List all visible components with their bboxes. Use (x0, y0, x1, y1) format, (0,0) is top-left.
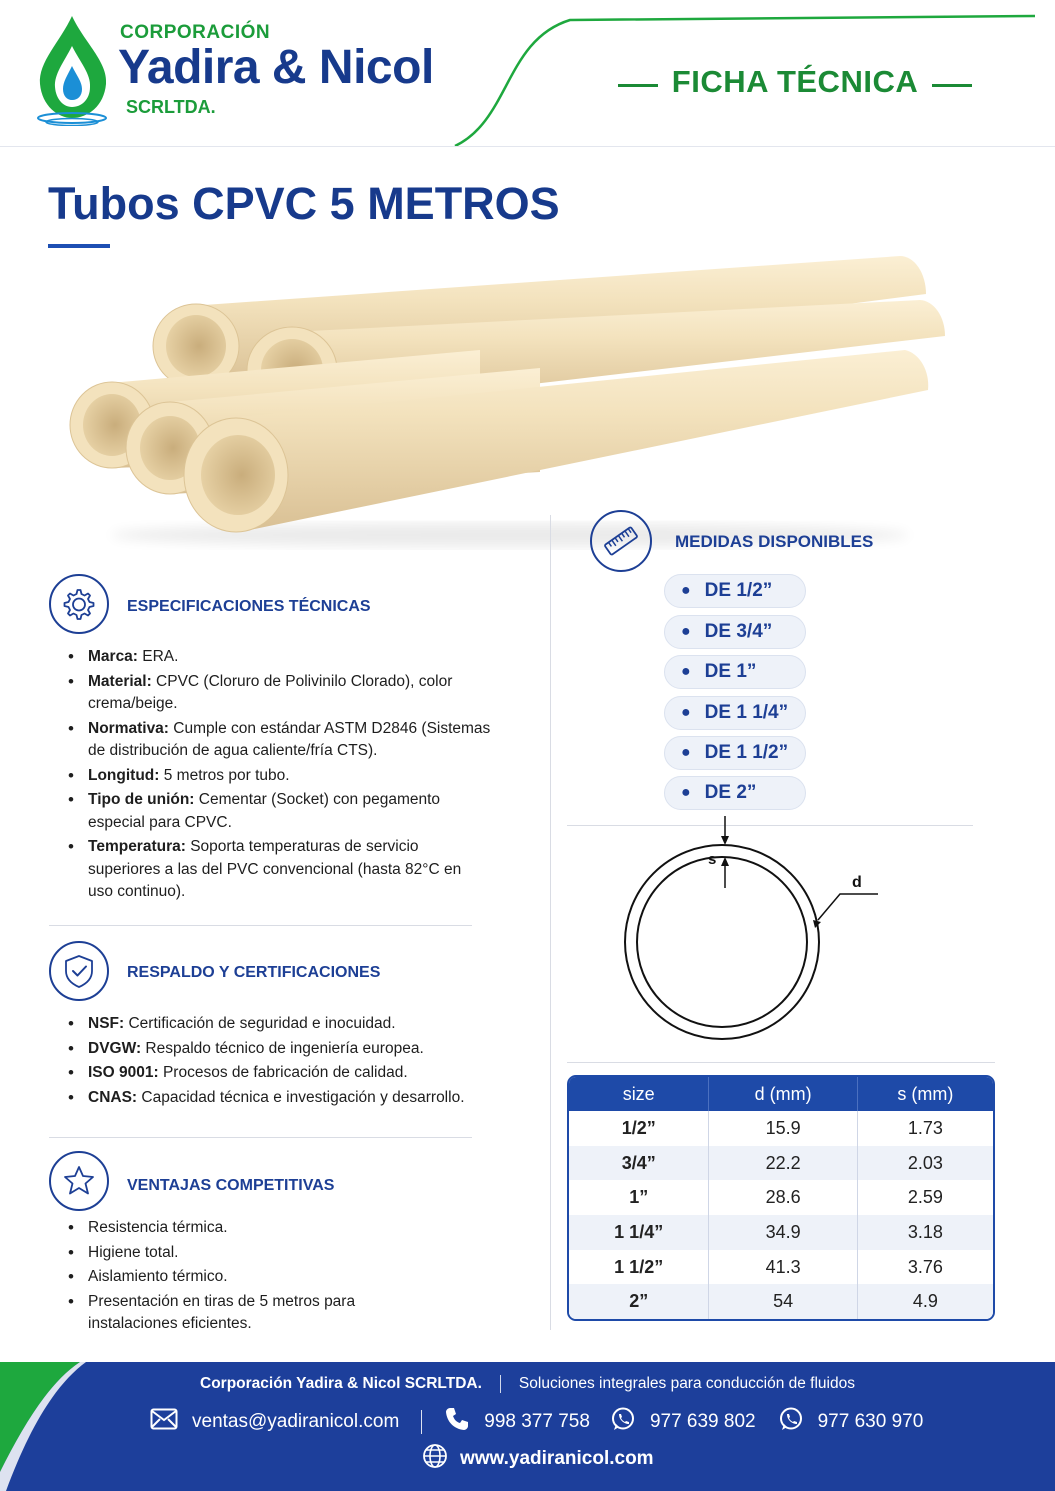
list-item: • Higiene total. (50, 1242, 450, 1265)
table-cell: 3.76 (857, 1250, 993, 1285)
gear-icon (49, 574, 109, 634)
section-divider (49, 925, 472, 926)
table-row (569, 1180, 993, 1215)
table-cell: 41.3 (709, 1250, 857, 1285)
bullet-dot: ● (681, 744, 691, 761)
size-pill (664, 696, 806, 730)
section-divider (49, 1137, 472, 1138)
table-row (569, 1111, 993, 1146)
list-item-label: Tipo de unión: (88, 791, 195, 808)
bullet-dot: ● (681, 582, 691, 599)
size-pill-label: DE 1 1/4” (704, 702, 789, 723)
list-item (50, 789, 490, 834)
footer-separator (500, 1375, 501, 1393)
globe-icon (422, 1443, 448, 1475)
shield-check-icon (49, 941, 109, 1001)
list-item-label: CNAS: (88, 1088, 138, 1106)
table-row (569, 1284, 993, 1319)
table-header-cell: size (569, 1077, 709, 1111)
brand-corporacion: CORPORACIÓN (120, 22, 271, 43)
table-cell: 54 (709, 1284, 857, 1319)
list-item: • Presentación en tiras de 5 metros para instalaciones eficientes. (50, 1291, 410, 1336)
table-row (569, 1146, 993, 1181)
size-pill-label: DE 3/4” (704, 621, 773, 642)
list-item (50, 1013, 520, 1036)
list-item: • Resistencia térmica. (50, 1217, 450, 1240)
list-item-text: Certificación de seguridad e inocuidad. (124, 1015, 396, 1032)
list-item-label: Material: (88, 672, 152, 690)
list-item (50, 836, 470, 904)
list-item-label: ISO 9001: (88, 1064, 159, 1081)
footer-website-link[interactable]: www.yadiranicol.com (460, 1448, 654, 1469)
list-item-text: Cementar (Socket) con pegamento especial para CPVC. (88, 791, 441, 831)
list-item (50, 1038, 520, 1061)
bullet-dot: ● (681, 663, 691, 680)
footer-email-link[interactable]: ventas@yadiranicol.com (192, 1411, 400, 1432)
mail-icon (150, 1408, 178, 1436)
bullet-dot: ● (681, 623, 691, 640)
list-item-text: Capacidad técnica e investigación y desarrollo. (137, 1088, 465, 1106)
list-item (50, 1087, 520, 1110)
list-item-text: Soporta temperaturas de servicio superiores a las del PVC convencional (hasta 82°C en uso continuo). (88, 838, 462, 900)
whatsapp-icon (610, 1406, 636, 1438)
page-title: Tubos CPVC 5 METROS (48, 178, 560, 229)
footer-separator (421, 1410, 422, 1434)
table-cell: 2.59 (857, 1180, 993, 1215)
table-cell: 15.9 (709, 1111, 857, 1146)
list-item (50, 671, 470, 716)
certificaciones-list (50, 1013, 520, 1111)
section-divider (567, 1062, 995, 1063)
table-cell: 28.6 (709, 1180, 857, 1215)
table-cell: 2.03 (857, 1146, 993, 1181)
table-cell: 1/2” (621, 1117, 656, 1138)
size-pill-label: DE 2” (704, 782, 757, 803)
header-divider (0, 146, 1055, 147)
footer-whatsapp-link[interactable]: 977 639 802 (649, 1411, 756, 1432)
table-header-cell: s (mm) (857, 1077, 993, 1111)
footer-whatsapp-link[interactable]: 977 630 970 (817, 1411, 924, 1432)
list-item-text: ERA. (137, 648, 179, 665)
list-item (50, 765, 510, 788)
dimensions-table (567, 1075, 995, 1321)
ficha-tecnica-label: FICHA TÉCNICA (671, 64, 919, 99)
list-item-label: Longitud: (88, 766, 160, 784)
ruler-icon (590, 510, 652, 572)
ventajas-list (50, 1217, 450, 1338)
size-pill (664, 736, 806, 770)
table-row (569, 1250, 993, 1285)
list-item-label: Marca: (88, 648, 138, 665)
certificaciones-title: RESPALDO Y CERTIFICACIONES (127, 964, 381, 981)
ventajas-title: VENTAJAS COMPETITIVAS (127, 1177, 335, 1194)
ficha-line-right (932, 84, 972, 87)
list-item-label: Normativa: (88, 719, 169, 737)
size-pill-label: DE 1” (704, 661, 757, 682)
whatsapp-icon (778, 1406, 804, 1438)
footer-website (422, 1443, 654, 1475)
cpvc-pipes-image (60, 250, 960, 550)
footer-contacts (150, 1407, 923, 1437)
table-cell: 1.73 (857, 1111, 993, 1146)
column-divider (550, 515, 551, 1330)
brand-name: Yadira & Nicol (118, 41, 434, 94)
table-cell: 3.18 (857, 1215, 993, 1250)
table-header-row (569, 1077, 993, 1111)
size-pill (664, 574, 806, 608)
size-pill (664, 776, 806, 810)
list-item-text: Cumple con estándar ASTM D2846 (Sistemas de distribución de agua caliente/fría CTS). (88, 719, 491, 759)
list-item-text: CPVC (Cloruro de Polivinilo Clorado), color crema/beige. (88, 672, 453, 712)
size-pill (664, 615, 806, 649)
especificaciones-title: ESPECIFICACIONES TÉCNICAS (127, 598, 371, 615)
bullet-dot: ● (681, 784, 691, 801)
size-pill-label: DE 1 1/2” (704, 742, 789, 763)
list-item-text: 5 metros por tubo. (159, 766, 290, 784)
footer-company-line (0, 1375, 1055, 1393)
list-item: • Aislamiento térmico. (50, 1266, 450, 1289)
especificaciones-list (50, 646, 510, 906)
table-cell: 22.2 (709, 1146, 857, 1181)
footer-tagline: Soluciones integrales para conducción de fluidos (518, 1375, 855, 1393)
logo-drop-icon (30, 14, 115, 126)
table-header-cell: d (mm) (709, 1077, 857, 1111)
list-item (50, 718, 510, 763)
list-item-text: Respaldo técnico de ingeniería europea. (141, 1039, 424, 1057)
footer-company: Corporación Yadira & Nicol SCRLTDA. (200, 1375, 482, 1393)
list-item-label: Temperatura: (88, 838, 186, 855)
list-item-text: Procesos de fabricación de calidad. (158, 1064, 408, 1081)
list-item (50, 646, 510, 669)
footer-phone-link[interactable]: 998 377 758 (484, 1411, 590, 1432)
table-cell: 2” (569, 1284, 709, 1319)
phone-icon (444, 1406, 470, 1438)
medidas-title: MEDIDAS DISPONIBLES (675, 532, 874, 551)
table-cell: 1 1/4” (569, 1215, 709, 1250)
star-icon (49, 1151, 109, 1211)
pipe-cross-section-diagram (600, 810, 900, 1060)
table-cell: 3/4” (569, 1146, 709, 1181)
list-item (50, 1062, 520, 1085)
table-cell: 4.9 (857, 1284, 993, 1319)
d-label: d (852, 874, 862, 891)
brand-suffix: SCRLTDA. (126, 97, 216, 117)
table-cell: 1 1/2” (614, 1256, 664, 1277)
table-row (569, 1215, 993, 1250)
list-item-label: NSF: (88, 1015, 125, 1032)
size-pill-label: DE 1/2” (704, 580, 773, 601)
s-label: s (708, 851, 717, 868)
list-item-label: DVGW: (88, 1039, 142, 1057)
size-pill (664, 655, 806, 689)
table-cell: 34.9 (709, 1215, 857, 1250)
title-underline (48, 244, 110, 248)
table-cell: 1” (629, 1187, 649, 1208)
page-header (0, 0, 1055, 150)
bullet-dot: ● (681, 704, 691, 721)
